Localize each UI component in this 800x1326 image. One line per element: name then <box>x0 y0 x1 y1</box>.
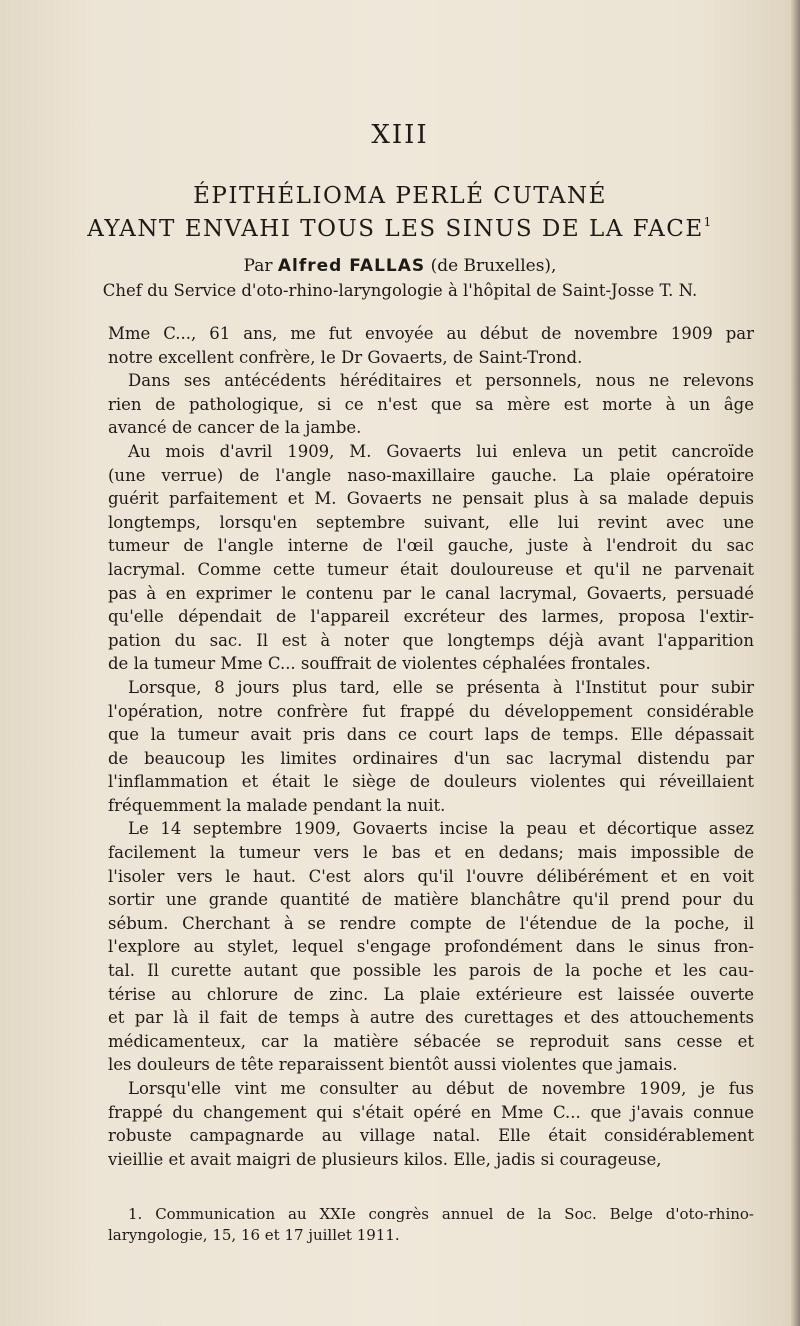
body-line: pas à en exprimer le contenu par le canal lacrymal, Govaerts, persuadé <box>108 583 754 603</box>
author-affiliation: Chef du Service d'oto-rhino-laryngologie à l'hôpital de Saint-Josse T. N. <box>102 281 698 300</box>
byline <box>0 256 800 276</box>
body-line: robuste campagnarde au village natal. Elle était considérablement <box>108 1126 754 1146</box>
byline-prefix: Par <box>243 256 273 276</box>
chapter-number: XIII <box>371 120 429 150</box>
footnote-line: laryngologie, 15, 16 et 17 juillet 1911. <box>108 1226 400 1244</box>
body-line: Lorsqu'elle vint me consulter au début de novembre 1909, je fus <box>128 1079 754 1098</box>
title-line-1: ÉPITHÉLIOMA PERLÉ CUTANÉ <box>193 183 607 209</box>
body-line: lacrymal. Comme cette tumeur était douloureuse et qu'il ne parvenait <box>108 559 754 579</box>
body-line: Au mois d'avril 1909, M. Govaerts lui enleva un petit cancroïde <box>128 441 754 461</box>
body-line: guérit parfaitement et M. Govaerts ne pensait plus à sa malade depuis <box>108 489 754 509</box>
body-line: l'explore au stylet, lequel s'engage profondément dans le sinus fron- <box>108 937 754 957</box>
body-line: tumeur de l'angle interne de l'œil gauche, juste à l'endroit du sac <box>108 536 754 556</box>
body-line: sébum. Cherchant à se rendre compte de l'étendue de la poche, il <box>108 913 754 933</box>
body-line: vieillie et avait maigri de plusieurs kilos. Elle, jadis si courageuse, <box>108 1149 662 1169</box>
body-line: et par là il fait de temps à autre des curettages et des attouchements <box>108 1008 754 1028</box>
body-line: médicamenteux, car la matière sébacée se reproduit sans cesse et <box>108 1031 754 1051</box>
body-line: de la tumeur Mme C... souffrait de violentes céphalées frontales. <box>108 654 651 674</box>
footnote <box>108 1204 754 1246</box>
body-line: Mme C..., 61 ans, me fut envoyée au début de novembre 1909 par <box>108 324 754 343</box>
body-line: (une verrue) de l'angle naso-maxillaire gauche. La plaie opératoire <box>108 465 754 485</box>
body-line: facilement la tumeur vers le bas et en dedans; mais impossible de <box>108 843 754 863</box>
body-line: de beaucoup les limites ordinaires d'un sac lacrymal distendu par <box>108 748 754 768</box>
author-name: Alfred FALLAS <box>277 256 426 276</box>
body-line: térise au chlorure de zinc. La plaie extérieure est laissée ouverte <box>108 984 754 1004</box>
body-line: les douleurs de tête reparaissent bientôt aussi violentes que jamais. <box>108 1055 678 1075</box>
body-text <box>108 322 754 1171</box>
title-footnote-marker: 1 <box>703 215 713 229</box>
body-line: que la tumeur avait pris dans ce court laps de temps. Elle dépassait <box>108 725 754 745</box>
title-line-2: AYANT ENVAHI TOUS LES SINUS DE LA FACE$^1$ <box>87 215 713 242</box>
body-line: Dans ses antécédents héréditaires et personnels, nous ne relevons <box>128 371 754 391</box>
body-line: rien de pathologique, si ce n'est que sa mère est morte à un âge <box>108 394 754 414</box>
body-line: sortir une grande quantité de matière blanchâtre qu'il prend pour du <box>108 890 754 910</box>
body-line: l'inflammation et était le siège de douleurs violentes qui réveillaient <box>108 772 754 792</box>
body-line: notre excellent confrère, le Dr Govaerts, de Saint-Trond. <box>108 347 583 367</box>
body-line: longtemps, lorsqu'en septembre suivant, elle lui revint avec une <box>108 512 754 532</box>
body-line: l'isoler vers le haut. C'est alors qu'il l'ouvre délibérément et en voit <box>108 866 754 886</box>
body-line: qu'elle dépendait de l'appareil excréteur des larmes, proposa l'extir- <box>108 607 754 627</box>
footnote-line: 1. Communication au XXIe congrès annuel de la Soc. Belge d'oto-rhino- <box>128 1205 754 1223</box>
body-line: Le 14 septembre 1909, Govaerts incise la peau et décortique assez <box>128 819 754 839</box>
body-line: tal. Il curette autant que possible les parois de la poche et les cau- <box>108 961 754 981</box>
body-line: pation du sac. Il est à noter que longtemps déjà avant l'apparition <box>108 630 754 650</box>
body-line: fréquemment la malade pendant la nuit. <box>108 795 446 815</box>
body-line: l'opération, notre confrère fut frappé du développement considérable <box>108 701 754 721</box>
body-line: Lorsque, 8 jours plus tard, elle se présenta à l'Institut pour subir <box>128 677 754 697</box>
body-line: frappé du changement qui s'était opéré en Mme C... que j'avais connue <box>108 1102 754 1122</box>
author-location: (de Bruxelles), <box>430 256 557 276</box>
body-line: avancé de cancer de la jambe. <box>108 418 362 438</box>
